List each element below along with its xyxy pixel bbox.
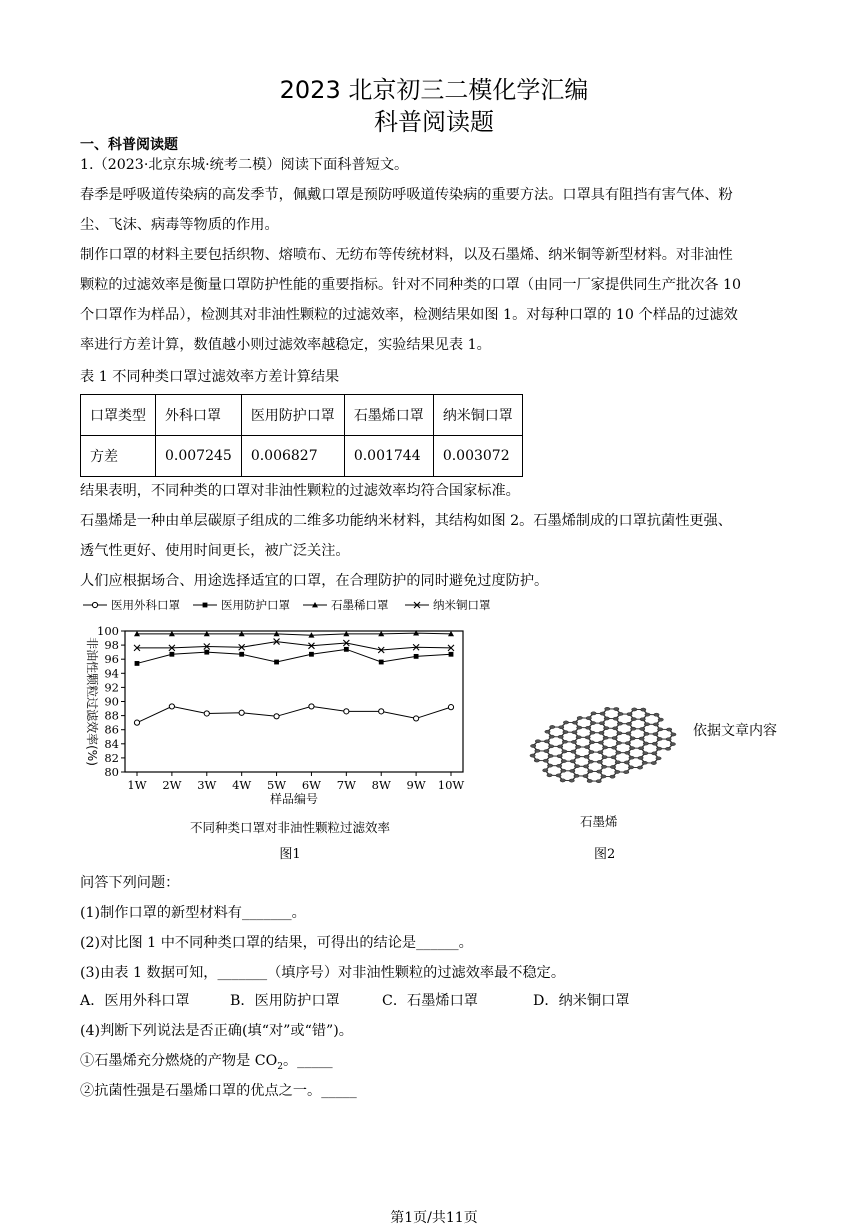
legend-label: 石墨稀口罩 [331,598,389,612]
data-point [239,710,244,715]
table-cell: 0.007245 [156,436,242,477]
q4-item1-blank: 。_____ [282,1053,333,1069]
series-line [137,706,451,722]
data-point [344,709,349,714]
x-tick-label: 1W [127,778,147,792]
x-tick-label: 8W [371,778,391,792]
legend-label: 医用外科口罩 [111,598,180,612]
x-tick-label: 6W [301,778,322,792]
question-1: (1)制作口罩的新型材料有_______。 [80,905,306,921]
figure2-label: 图2 [594,847,616,862]
paragraph-line: 人们应根据场合、用途选择适宜的口罩，在合理防护的同时避免过度防护。 [80,573,549,589]
table-cell: 方差 [81,436,156,477]
x-tick-label: 2W [162,778,182,792]
data-point [169,652,174,657]
question-4-item-2: ②抗菌性强是石墨烯口罩的优点之一。_____ [80,1083,357,1099]
section-heading: 一、科普阅读题 [80,137,178,153]
y-tick-label: 98 [104,638,119,653]
data-point [309,704,314,709]
table-cell: 0.001744 [344,436,433,477]
data-point [204,650,209,655]
x-axis-label: 样品编号 [269,792,319,806]
y-tick-label: 100 [97,624,119,638]
paragraph-line: 透气性更好、使用时间更长，被广泛关注。 [80,543,350,559]
table-cell: 0.006827 [241,436,344,477]
paragraph-line: 结果表明，不同种类的口罩对非油性颗粒的过滤效率均符合国家标准。 [80,483,520,499]
plot-frame [125,631,463,772]
y-tick-label: 82 [104,750,119,765]
data-point [135,661,140,666]
y-tick-label: 80 [104,765,119,779]
questions-prompt: 问答下列问题： [80,875,180,891]
side-note: 依据文章内容 [693,723,777,739]
figure1-caption: 不同种类口罩对非油性颗粒过滤效率 [189,820,390,835]
variance-table [80,394,523,477]
y-axis-label: 非油性颗粒过滤效率(%) [85,637,99,766]
data-point [379,660,384,665]
option-d: D．纳米铜口罩 [533,993,630,1009]
option-b: B．医用防护口罩 [230,993,340,1009]
data-point [344,647,349,652]
graphene-lattice [515,695,690,794]
option-c: C．石墨烯口罩 [382,993,478,1009]
question-4-item-1 [80,1050,333,1072]
table-header-cell: 石墨烯口罩 [344,395,433,436]
data-point [169,704,174,709]
data-point [274,660,279,665]
legend-marker [92,602,97,607]
question-2: (2)对比图 1 中不同种类口罩的结果，可得出的结论是______。 [80,935,473,951]
x-tick-label: 3W [197,778,217,792]
series-line [137,642,451,650]
question-4: (4)判断下列说法是否正确(填“对”或“错”)。 [80,1023,353,1039]
data-point [134,720,139,725]
table-caption: 表 1 不同种类口罩过滤效率方差计算结果 [80,369,340,385]
x-tick-label: 9W [406,778,426,792]
table-header-cell: 口罩类型 [81,395,156,436]
paragraph-line: 颗粒的过滤效率是衡量口罩防护性能的重要指标。针对不同种类的口罩（由同一厂家提供同生产批次各 10 [80,277,742,293]
paragraph-line: 春季是呼吸道传染病的高发季节，佩戴口罩是预防呼吸道传染病的重要方法。口罩具有阻挡有害气体、粉 [80,187,733,203]
y-tick-label: 84 [104,736,119,751]
question-intro: 1.（2023·北京东城·统考二模）阅读下面科普短文。 [80,157,409,173]
y-tick-label: 90 [104,694,119,709]
data-point [448,705,453,710]
data-point [449,652,454,657]
q4-item1-text: ①石墨烯充分燃烧的产物是 CO [80,1053,278,1069]
paragraph-line: 尘、飞沫、病毒等物质的作用。 [80,217,279,233]
figure2-name: 石墨烯 [580,814,618,829]
y-tick-label: 88 [104,708,119,723]
paragraph-line: 率进行方差计算，数值越小则过滤效率越稳定，实验结果见表 1。 [80,337,491,353]
data-point [239,652,244,657]
paragraph-line: 石墨烯是一种由单层碳原子组成的二维多功能纳米材料，其结构如图 2。石墨烯制成的口罩抗菌性更强、 [80,513,732,529]
x-tick-label: 10W [437,778,465,792]
paragraph-line: 个口罩作为样品），检测其对非油性颗粒的过滤效率，检测结果如图 1。对每种口罩的 10 个样品的过滤效 [80,307,738,323]
graphene-structure-image [515,685,690,805]
page-title: 2023 北京初三二模化学汇编 [279,76,589,104]
option-a: A．医用外科口罩 [80,993,190,1009]
paragraph-line: 制作口罩的材料主要包括织物、熔喷布、无纺布等传统材料，以及石墨烯、纳米铜等新型材料。对非油性 [80,247,733,263]
legend-label: 医用防护口罩 [221,598,290,612]
figure1-label: 图1 [279,847,301,862]
table-cell: 0.003072 [433,436,522,477]
data-point [414,654,419,659]
x-tick-label: 5W [266,778,287,792]
y-tick-label: 92 [104,680,119,695]
data-point [274,714,279,719]
q4-item1-subscript: 2 [277,1061,283,1072]
y-tick-label: 94 [104,666,119,681]
data-point [204,711,209,716]
table-header-cell: 外科口罩 [156,395,242,436]
data-point [414,716,419,721]
page-subtitle: 科普阅读题 [374,108,494,136]
page-footer: 第1页/共11页 [390,1210,478,1226]
legend-label: 纳米铜口罩 [433,598,491,612]
y-tick-label: 96 [104,652,119,667]
data-point [379,709,384,714]
series-line [137,633,451,635]
question-3: (3)由表 1 数据可知，_______（填序号）对非油性颗粒的过滤效率最不稳定。 [80,965,566,981]
x-tick-label: 4W [232,778,252,792]
y-tick-label: 86 [104,722,119,737]
table-header-cell: 纳米铜口罩 [433,395,522,436]
table-row [81,436,523,477]
series-line [137,649,451,663]
data-point [309,652,314,657]
table-header-row [81,395,523,436]
legend-marker [203,603,208,608]
table-header-cell: 医用防护口罩 [241,395,344,436]
x-tick-label: 7W [336,778,356,792]
